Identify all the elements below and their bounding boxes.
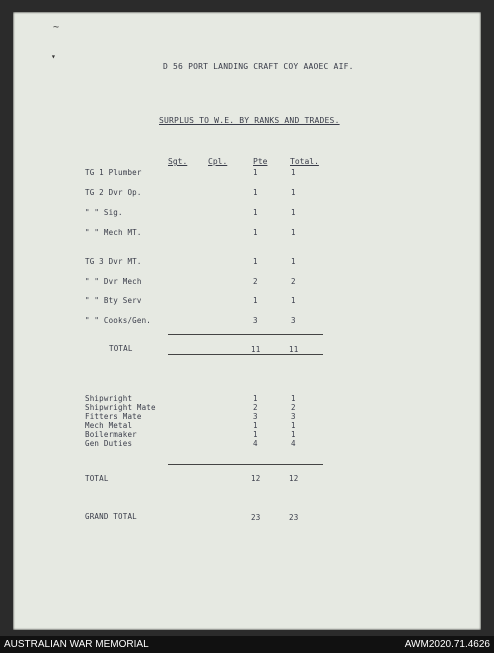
row-pte: 1 [253, 430, 258, 439]
row-pte: 2 [253, 403, 258, 412]
row-pte: 1 [253, 188, 258, 197]
row-total: 3 [291, 316, 296, 325]
row-pte: 1 [253, 208, 258, 217]
row-pte: 1 [253, 228, 258, 237]
total1-label: TOTAL [109, 344, 133, 353]
col-pte: Pte [253, 157, 268, 166]
row-pte: 1 [253, 421, 258, 430]
total2-pte: 12 [251, 474, 261, 483]
total1-pte: 11 [251, 345, 261, 354]
document-subheading: SURPLUS TO W.E. BY RANKS AND TRADES. [159, 116, 340, 125]
row-label: " " Mech MT. [85, 228, 142, 237]
row-label: Shipwright Mate [85, 403, 156, 412]
row-label: Mech Metal [85, 421, 133, 430]
footer-institution: AUSTRALIAN WAR MEMORIAL [4, 639, 149, 650]
archive-footer [0, 636, 494, 653]
row-label: Boilermaker [85, 430, 137, 439]
row-label: TG 1 Plumber [85, 168, 142, 177]
row-total: 1 [291, 208, 296, 217]
row-label: Gen Duties [85, 439, 133, 448]
total2-total: 12 [289, 474, 299, 483]
row-label: " " Sig. [85, 208, 123, 217]
row-total: 4 [291, 439, 296, 448]
row-label: TG 2 Dvr Op. [85, 188, 142, 197]
row-total: 1 [291, 257, 296, 266]
row-pte: 3 [253, 316, 258, 325]
row-pte: 1 [253, 168, 258, 177]
row-total: 1 [291, 394, 296, 403]
subtotal-rule-bottom [168, 354, 323, 355]
grand-total-label: GRAND TOTAL [85, 512, 137, 521]
row-pte: 2 [253, 277, 258, 286]
row-total: 1 [291, 296, 296, 305]
document-heading: D 56 PORT LANDING CRAFT COY AAOEC AIF. [163, 62, 354, 71]
total1-total: 11 [289, 345, 299, 354]
row-total: 1 [291, 430, 296, 439]
row-total: 2 [291, 403, 296, 412]
row-pte: 4 [253, 439, 258, 448]
row-label: " " Dvr Mech [85, 277, 142, 286]
row-total: 2 [291, 277, 296, 286]
subtotal-rule-top [168, 334, 323, 335]
document-page [13, 12, 481, 630]
row-pte: 1 [253, 257, 258, 266]
row-total: 1 [291, 228, 296, 237]
row-pte: 3 [253, 412, 258, 421]
subtotal-rule [168, 464, 323, 465]
row-label: Shipwright [85, 394, 133, 403]
margin-mark: ~ [53, 22, 60, 33]
row-label: " " Cooks/Gen. [85, 316, 152, 325]
footer-accession-number: AWM2020.71.4626 [404, 639, 490, 650]
row-total: 3 [291, 412, 296, 421]
row-label: " " Bty Serv [85, 296, 142, 305]
col-sgt: Sgt. [168, 157, 188, 166]
grand-total-pte: 23 [251, 513, 261, 522]
col-total: Total. [290, 157, 319, 166]
total2-label: TOTAL [85, 474, 109, 483]
row-pte: 1 [253, 394, 258, 403]
row-total: 1 [291, 168, 296, 177]
row-total: 1 [291, 188, 296, 197]
row-pte: 1 [253, 296, 258, 305]
margin-arrow: ▾ [51, 52, 56, 61]
row-total: 1 [291, 421, 296, 430]
col-cpl: Cpl. [208, 157, 228, 166]
grand-total-total: 23 [289, 513, 299, 522]
row-label: Fitters Mate [85, 412, 142, 421]
row-label: TG 3 Dvr MT. [85, 257, 142, 266]
